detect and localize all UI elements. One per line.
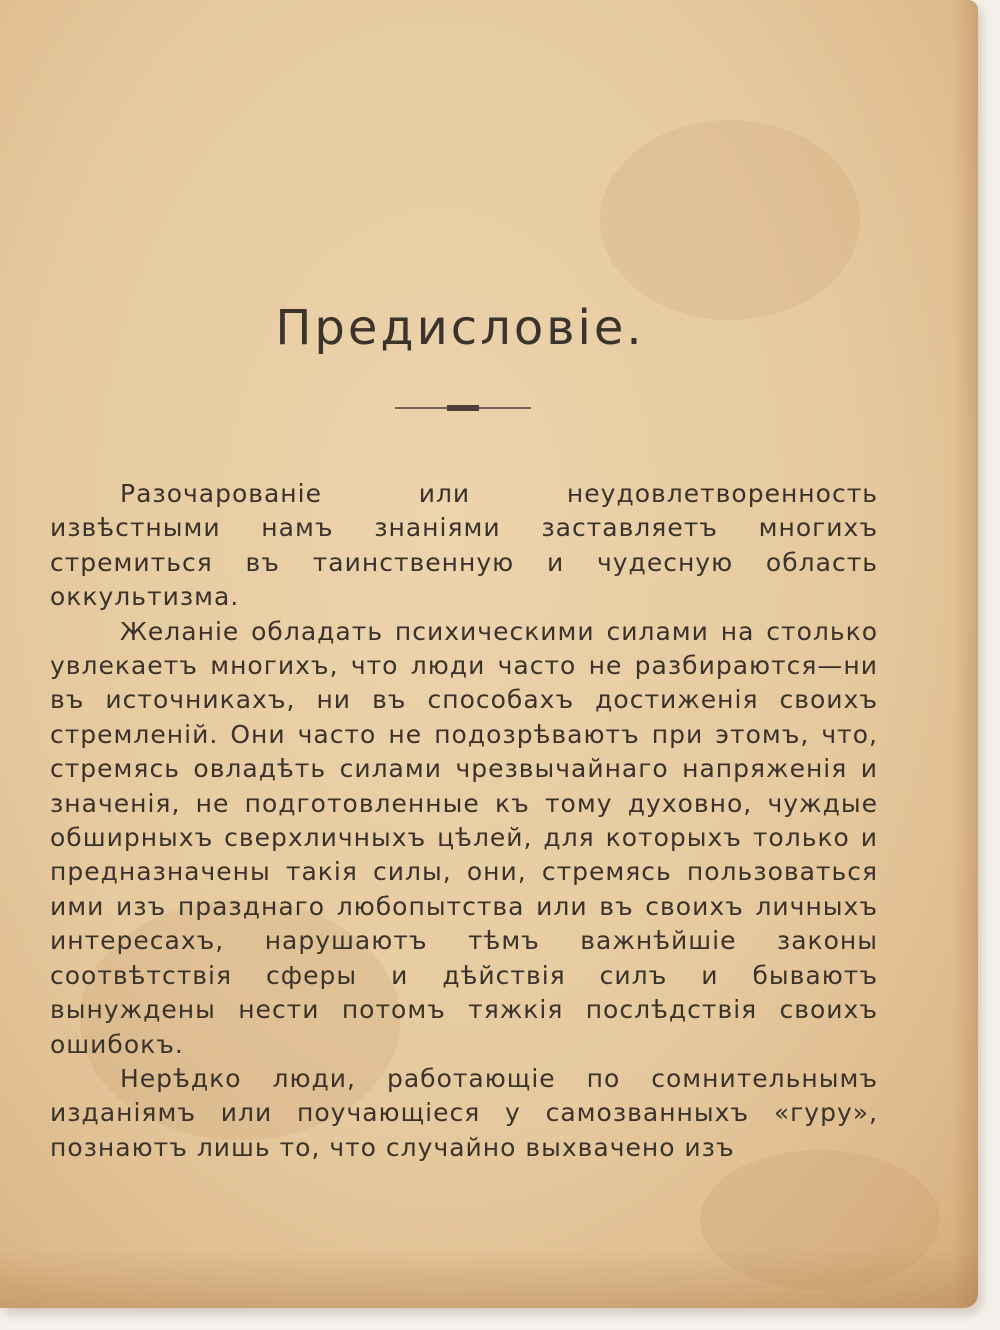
page-bottom-shadow — [0, 1248, 978, 1308]
paper-stain — [600, 120, 860, 320]
page-edge-shadow — [952, 0, 978, 1308]
paragraph: Желаніе обладать психическими силами на столько увлекаетъ многихъ, что люди часто не разбираются—ни въ источникахъ, ни въ способахъ достиженія своихъ стремленій. Они часто не подозрѣваютъ при этомъ, что, стремясь овладѣть силами чрезвычайнаго напряженія и значенія, не подготовленные къ тому духовно, чуждые обширныхъ сверхличныхъ цѣлей, для которыхъ только и предназначены такія силы, они, стремясь пользоваться ими изъ празднаго любопытства или въ своихъ личныхъ интересахъ, нарушаютъ тѣмъ важнѣйшіе законы соотвѣтствія сферы и дѣйствія силъ и бываютъ вынуждены нести потомъ тяжкія послѣдствія своихъ ошибокъ. — [50, 616, 878, 1059]
title-divider-ornament — [395, 399, 531, 417]
page-title: Предисловіе. — [275, 300, 645, 356]
paragraph: Разочарованіе или неудовлетворенность извѣстными намъ знаніями заставляетъ многихъ стремиться въ таинственную и чудесную область оккультизма. — [50, 479, 878, 612]
paragraph: Нерѣдко люди, работающіе по сомнительнымъ изданіямъ или поучающіеся у самозванныхъ «гуру», познаютъ лишь то, что случайно выхвачено изъ — [50, 1063, 878, 1162]
body-text — [50, 477, 878, 1165]
